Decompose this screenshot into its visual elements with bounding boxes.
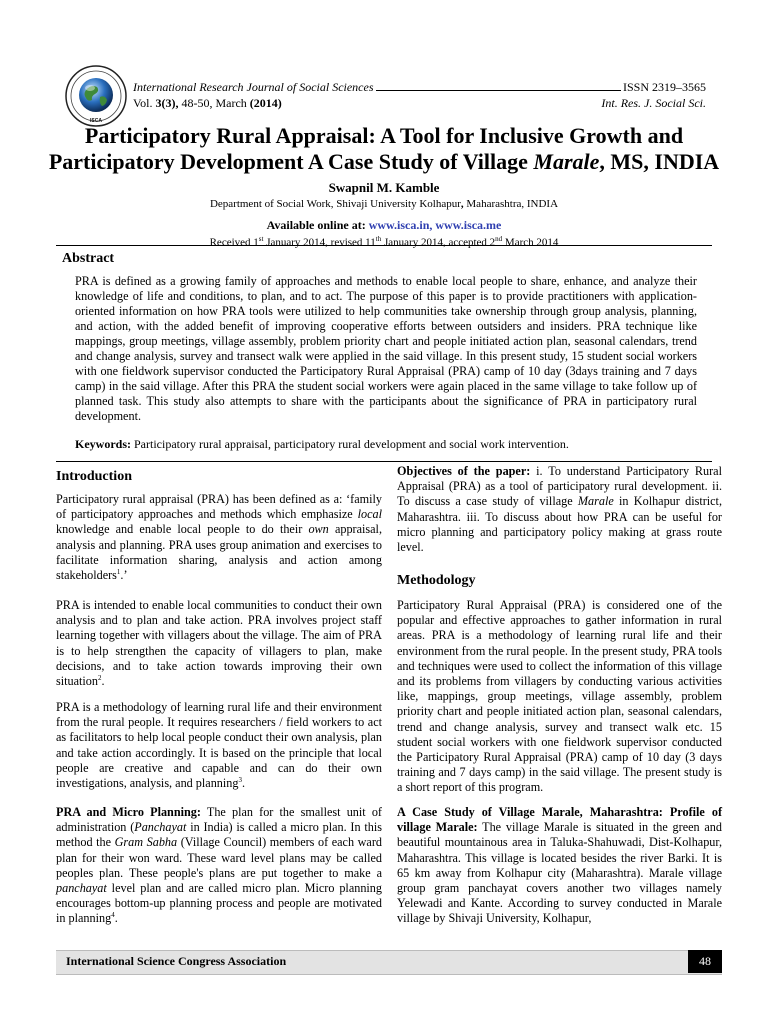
p1-a: Participatory rural appraisal (PRA) has been defined as a: ‘family of participatory approaches and methods which emphasize xyxy=(56,492,382,522)
accepted-sup: nd xyxy=(495,235,503,243)
abstract-text: PRA is defined as a growing family of approaches and methods to enable local people to share, enhance, and analyze their knowledge of life and conditions, to plan, and to act. The purpose of this paper is to provide practitioners with application-oriented information on how PRA tools were utilized to help communities take ownership through group analysis, planning, and action, with the added benefit of improving cooperative efforts between outsiders and insiders. PRA technique like mappings, group meetings, village assembly, problem priority chart and people initiated action plan, seasonal calendars, trend and change analysis, survey and transect walk were applied in the said village. In this present study, 15 student social workers with one fieldwork supervisor conducted the Participatory Rural Appraisal (PRA) camp of 10 day (3days training and 7 days camp) in the said village. After this PRA the student social workers were again placed in the same village to take follow up of planned task. This study also attempts to share with the participants about the significance of PRA in participatory rural development. xyxy=(75,274,697,423)
p2-text: PRA is intended to enable local communities to conduct their own analysis and to plan and take action. PRA involves project staff learning together with villagers about the village. The aim of PRA is to help strengthen the capacity of villagers to plan, make decisions, and to take action towards improving their own situation xyxy=(56,598,382,689)
vol-year: (2014) xyxy=(249,96,282,110)
objectives-marale: Marale xyxy=(577,494,614,509)
p2-end: . xyxy=(101,674,105,689)
p4-end: . xyxy=(114,911,118,926)
footer-publisher: International Science Congress Association xyxy=(66,954,287,968)
p4-c: (Village Council) members of each ward plan for their won ward. These ward level plans may be called peoples plan. These people's plans are put together to make a xyxy=(56,835,382,880)
case-study-paragraph xyxy=(397,805,722,927)
keywords-label: Keywords: xyxy=(75,437,131,451)
availability-label: Available online at: xyxy=(266,218,369,232)
received-sup: st xyxy=(258,235,264,243)
title-line-2 xyxy=(40,149,728,175)
revised-text: January 2014, revised 11 xyxy=(263,236,376,249)
micro-planning-paragraph xyxy=(56,805,382,927)
p1-d: .’ xyxy=(120,568,128,583)
accepted-date: March 2014 xyxy=(502,236,559,249)
methodology-heading: Methodology xyxy=(397,573,476,588)
objectives-paragraph xyxy=(397,464,722,555)
revised-sup: th xyxy=(375,235,382,243)
page-number: 48 xyxy=(688,950,722,973)
p4-gram-sabha: Gram Sabha xyxy=(114,835,178,850)
vol-pages: 48-50, March xyxy=(178,96,250,110)
intro-paragraph-1 xyxy=(56,492,382,583)
intro-paragraph-2 xyxy=(56,598,382,689)
abstract-heading: Abstract xyxy=(62,251,115,266)
objectives-b: in Kolhapur district, Maharashtra. iii. To discuss about how PRA can be useful for micro planning and participatory policy making at grass route level. xyxy=(397,494,722,555)
title-line-2b: , MS, INDIA xyxy=(599,149,720,174)
p4-d: level plan and are called micro plan. Micro planning encourages bottom-up planning process and people are motivated in planning xyxy=(56,881,382,926)
volume-line xyxy=(133,96,706,110)
citation-2: 2 xyxy=(97,673,102,682)
p3-text: PRA is a methodology of learning rural life and their environment from the rural people. It requires researchers / field workers to act as facilitators to help local people conduct their own analysis, plan and take action accordingly. It is based on the principle that local people are creative and capable and can do their own investigations, analysis, and planning xyxy=(56,700,382,791)
author-name: Swapnil M. Kamble xyxy=(328,180,440,195)
globe-logo-icon xyxy=(64,64,128,128)
affiliation-a: Department of Social Work, Shivaji University Kolhapur xyxy=(209,198,461,210)
p1-c: appraisal, analysis and planning. PRA uses group animation and exercises to facilitate information sharing, analysis and action among stakeholders xyxy=(56,522,382,583)
p1-own: own xyxy=(308,522,329,537)
volume-info xyxy=(133,96,282,110)
isca-logo xyxy=(64,64,128,128)
logo-lettering: ISCA xyxy=(90,118,102,124)
citation-1: 1 xyxy=(116,567,121,576)
header-rule xyxy=(376,89,621,91)
methodology-text: Participatory Rural Appraisal (PRA) is considered one of the popular and effective approaches to gather information in rural areas. PRA is a methodology of learning rural life and their environment from the rural people. In the present study, PRA tools and techniques were used to collect the information of this village and its problems from villagers by conducting various activities like, mappings, group meetings, village assembly, problem priority chart and people initiated action plan, seasonal calendars, trend and change analysis, survey and transect walk etc. 15 student social workers with one fieldwork supervisor conducted the Participatory Rural Appraisal (PRA) camp of 10 day (3 days training and 7 days camp) in the said village. The present study is a short report of this program. xyxy=(397,598,722,795)
citation-4: 4 xyxy=(111,911,115,920)
case-study-label: A Case Study of Village Marale, Maharashtra: Profile of village Marale: xyxy=(397,805,722,835)
availability-line xyxy=(0,218,768,233)
p4-panchayat-2: panchayat xyxy=(56,881,107,896)
title-line-2a: Participatory Development A Case Study of Village xyxy=(48,149,534,174)
journal-links[interactable]: www.isca.in, www.isca.me xyxy=(368,218,502,232)
journal-name: International Research Journal of Social Sciences xyxy=(133,80,374,94)
accepted-text: January 2014, accepted 2 xyxy=(381,236,496,249)
title-village: Marale xyxy=(533,149,600,174)
affiliation-b: Maharashtra, INDIA xyxy=(463,198,559,210)
p4-b: in India) is called a micro plan. In this method the xyxy=(56,820,382,850)
p4-a: The plan for the smallest unit of administration ( xyxy=(56,805,382,835)
paper-title xyxy=(40,123,728,175)
intro-paragraph-3 xyxy=(56,700,382,791)
keywords-text: Participatory rural appraisal, participatory rural development and social work intervention. xyxy=(131,437,569,451)
journal-header xyxy=(133,80,706,94)
citation-3: 3 xyxy=(238,775,242,784)
objectives-label: Objectives of the paper: xyxy=(397,464,531,478)
methodology-paragraph xyxy=(397,598,722,796)
vol-number: 3(3), xyxy=(155,96,179,110)
issn: ISSN 2319–3565 xyxy=(622,80,706,94)
micro-planning-label: PRA and Micro Planning: xyxy=(56,805,201,819)
author-affiliation xyxy=(0,198,768,211)
keywords xyxy=(75,437,697,452)
introduction-heading: Introduction xyxy=(56,469,132,484)
title-line-1: Participatory Rural Appraisal: A Tool for Inclusive Growth and xyxy=(84,123,684,148)
case-study-text: The village Marale is situated in the green and beautiful mountainous area in Taluka-Shahuwadi, Dist-Kolhapur, Maharashtra. This village is located besides the river Barki. It is 65 km away from Kolhapur city (Maharashtra). Marale village group gram panchayat covers another two villages namely Yelewadi and Kante. According to survey conducted in Marale village by Shivaji University, Kolhapur, xyxy=(397,820,722,926)
vol-prefix: Vol. xyxy=(133,96,156,110)
p3-end: . xyxy=(241,776,245,791)
objectives-a: i. To understand Participatory Rural Appraisal (PRA) as a tool of participatory rural development. ii. To discuss a case study of village xyxy=(397,464,722,509)
p4-panchayat: Panchayat xyxy=(134,820,187,835)
affiliation-comma: , xyxy=(460,198,464,210)
p1-local: local xyxy=(357,507,382,522)
received-text: Received 1 xyxy=(209,236,259,249)
journal-abbrev: Int. Res. J. Social Sci. xyxy=(601,96,706,110)
p1-b: knowledge and enable local people to do their xyxy=(56,522,309,537)
